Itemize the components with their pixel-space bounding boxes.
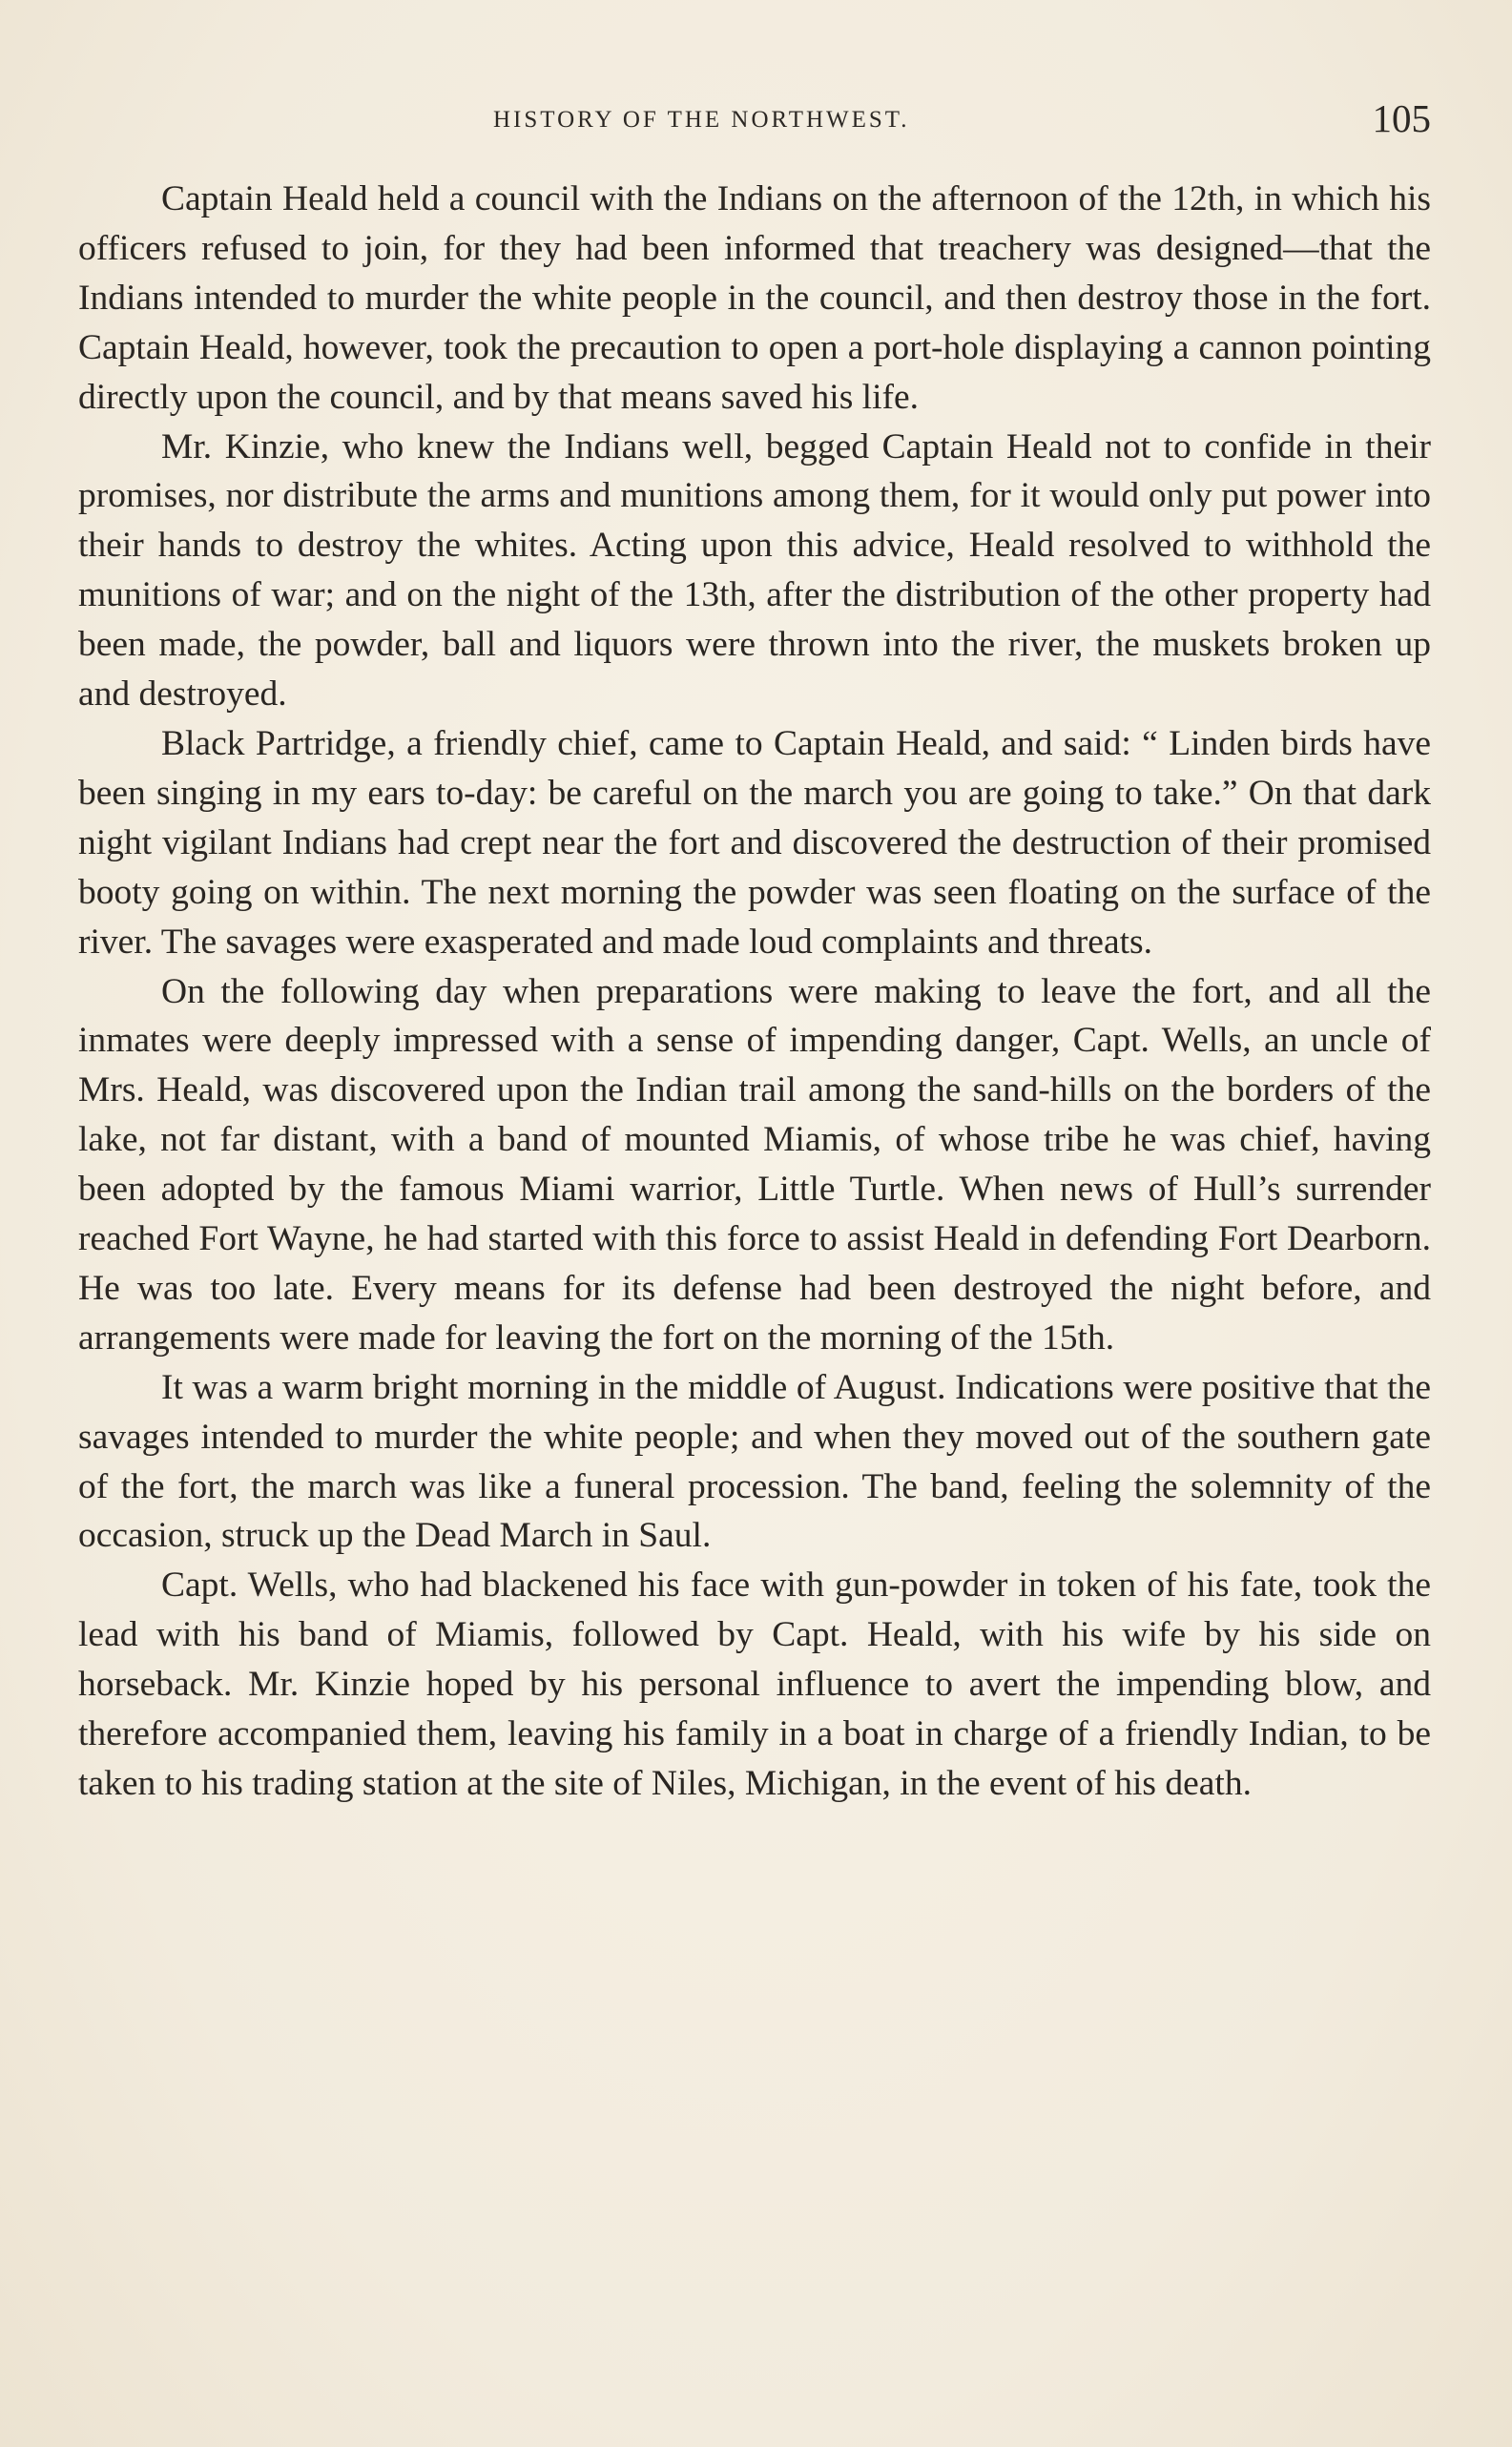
paragraph-procession: Capt. Wells, who had blackened his face with gun-powder in token of his fate, took the lead with his band of Miamis, followed by Capt. Heald, with his wife by his side on horseback. Mr. Kinzie hoped by his personal influence to avert the impending blow, and therefore accompanied them, leaving his family in a boat in charge of a friendly Indian, to be taken to his trading station at the site of Niles, Michigan, in the event of his death. <box>78 1566 1431 1803</box>
paragraph-council: Captain Heald held a council with the Indians on the afternoon of the 12th, in which his officers refused to join, for they had been informed that treachery was designed—that the Indians intended to murder the white people in the council, and then destroy those in the fort. Captain Heald, however, took the precaution to open a port-hole displaying a cannon pointing directly upon the council, and by that means saved his life. <box>78 179 1431 417</box>
paragraph-capt-wells-arrival: On the following day when preparations were making to leave the fort, and all the inmates were deeply impressed with a sense of impending danger, Capt. Wells, an uncle of Mrs. Heald, was discovered upon the Indian trail among the sand-hills on the borders of the lake, not far distant, with a band of mounted Miamis, of whose tribe he was chief, having been adopted by the famous Miami warrior, Little Turtle. When news of Hull’s surrender reached Fort Wayne, he had started with this force to assist Heald in defending Fort Dearborn. He was too late. Every means for its defense had been destroyed the night before, and arrangements were made for leaving the fort on the morning of the 15th. <box>78 971 1431 1358</box>
paragraph-black-partridge: Black Partridge, a friendly chief, came to Captain Heald, and said: “ Linden birds have been singing in my ears to-day: be careful on the march you are going to take.” On that dark night vigilant Indians had crept near the fort and discovered the destruction of their promised booty going on within. The next morning the powder was seen floating on the surface of the river. The savages were exasperated and made loud complaints and threats. <box>78 723 1431 962</box>
body-text <box>78 175 1431 1809</box>
paragraph-kinzie-warning: Mr. Kinzie, who knew the Indians well, begged Captain Heald not to confide in their promises, nor distribute the arms and munitions among them, for it would only put power into their hands to destroy the whites. Acting upon this advice, Heald resolved to withhold the munitions of war; and on the night of the 13th, after the distribution of the other property had been made, the powder, ball and liquors were thrown into the river, the muskets broken up and destroyed. <box>78 426 1431 715</box>
running-head <box>78 95 1431 153</box>
paragraph-march-out: It was a warm bright morning in the middle of August. Indications were positive that the savages intended to murder the white people; and when they moved out of the southern gate of the fort, the march was like a funeral procession. The band, feeling the solemnity of the occasion, struck up the Dead March in Saul. <box>78 1367 1431 1556</box>
running-title: HISTORY OF THE NORTHWEST. <box>493 107 910 133</box>
page-number: 105 <box>1372 96 1431 140</box>
